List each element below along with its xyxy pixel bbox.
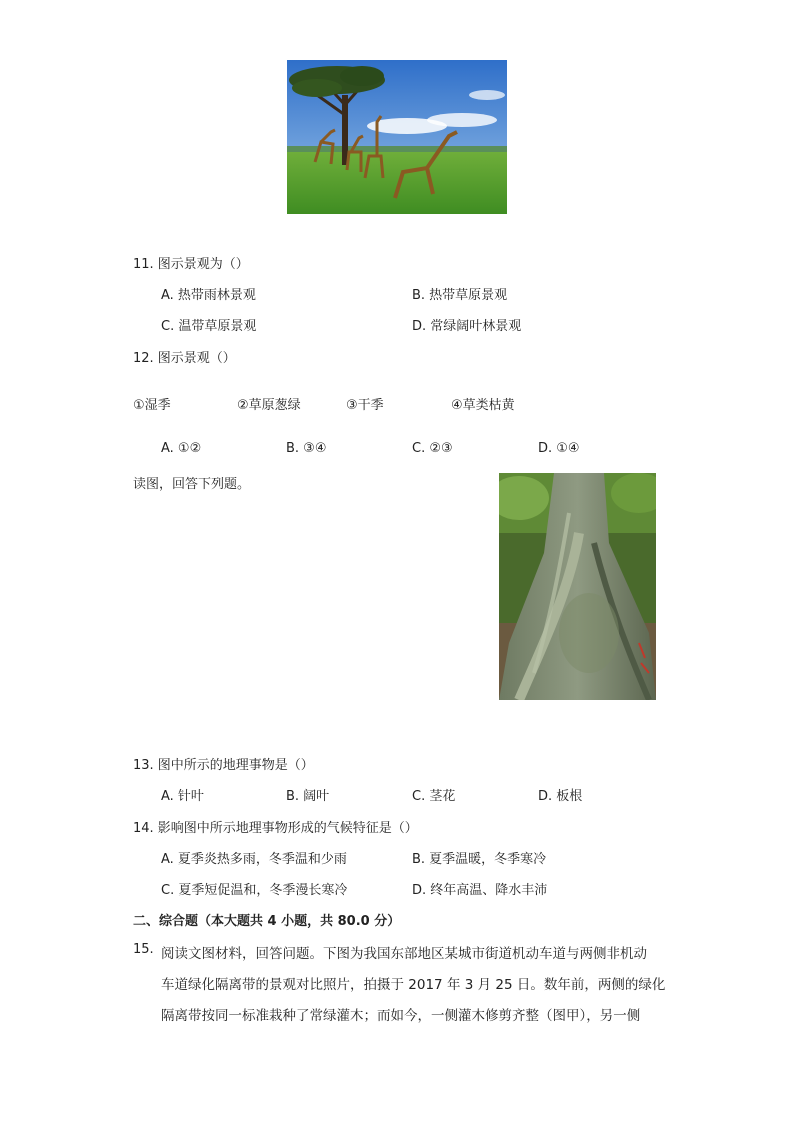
section-heading-comprehensive: 二、综合题（本大题共 4 小题，共 80.0 分）	[133, 914, 401, 929]
question-14-stem: 14. 影响图中所示地理事物形成的气候特征是（）	[133, 821, 418, 836]
question-12-option-a: A. ①②	[161, 441, 202, 456]
buttress-root-photo	[499, 473, 656, 700]
question-14-option-d: D. 终年高温、降水丰沛	[412, 883, 548, 898]
question-13-option-d: D. 板根	[538, 789, 583, 804]
reading-instruction: 读图，回答下列题。	[133, 477, 251, 492]
question-12-option-c: C. ②③	[412, 441, 453, 456]
question-14-option-c: C. 夏季短促温和，冬季漫长寒冷	[161, 883, 348, 898]
question-12-option-b: B. ③④	[286, 441, 327, 456]
question-15-line-1: 阅读文图材料，回答问题。下图为我国东部地区某城市街道机动车道与两侧非机动	[161, 946, 647, 962]
question-12-item-4: ④草类枯黄	[451, 398, 515, 413]
question-13-option-c: C. 茎花	[412, 789, 456, 804]
savanna-giraffe-photo	[287, 60, 507, 214]
question-11-stem: 11. 图示景观为（）	[133, 257, 249, 272]
question-15-line-3: 隔离带按同一标准栽种了常绿灌木；而如今，一侧灌木修剪齐整（图甲），另一侧	[161, 1008, 641, 1024]
question-13-option-a: A. 针叶	[161, 789, 204, 804]
question-11-option-c: C. 温带草原景观	[161, 319, 257, 334]
question-13-option-b: B. 阔叶	[286, 789, 330, 804]
question-12-item-3: ③干季	[346, 398, 384, 413]
question-14-option-a: A. 夏季炎热多雨，冬季温和少雨	[161, 852, 347, 867]
question-11-option-a: A. 热带雨林景观	[161, 288, 256, 303]
question-11-option-d: D. 常绿阔叶林景观	[412, 319, 522, 334]
question-15-number: 15.	[133, 942, 154, 957]
question-12-stem: 12. 图示景观（）	[133, 351, 236, 366]
question-15-line-2: 车道绿化隔离带的景观对比照片，拍摄于 2017 年 3 月 25 日。数年前，两侧的绿化	[161, 977, 666, 993]
question-11-option-b: B. 热带草原景观	[412, 288, 508, 303]
question-12-item-1: ①湿季	[133, 398, 171, 413]
question-12-option-d: D. ①④	[538, 441, 580, 456]
question-13-stem: 13. 图中所示的地理事物是（）	[133, 758, 314, 773]
question-14-option-b: B. 夏季温暖，冬季寒冷	[412, 852, 547, 867]
question-12-item-2: ②草原葱绿	[237, 398, 301, 413]
